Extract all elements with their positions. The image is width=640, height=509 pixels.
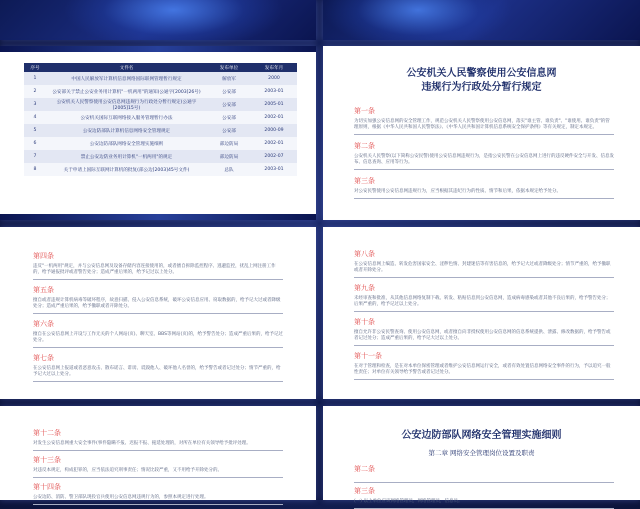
cell-title: 公安机关人民警察使用公安信息网违规行为行政处分暂行规定(公通字[2005]15号) — [46, 98, 207, 111]
slide-thumbnail-rules-4[interactable] — [0, 406, 316, 500]
article-block — [354, 351, 614, 380]
article-block — [354, 283, 614, 312]
cell-title: 公安边防部队网络安全管理实施细则 — [46, 137, 207, 150]
article-text: (一) 以上单位应该网络管理员，网络管理员，信息员。 — [354, 499, 614, 509]
article-block — [33, 455, 283, 478]
table-header-row — [24, 63, 297, 72]
cell-issuer: 总队 — [207, 163, 251, 176]
article-heading: 第三条 — [354, 177, 375, 185]
article-text: 为切实加强公安信息网的安全管理工作，规范公安机关人民警察使用公安信息网，落实"谁主管、谁负责"、"谁使用、谁负责"的管理原则，根据《中华人民共和国人民警察法》、《中华人民共和国计算机信息系统安全保护条例》等有关规定，制定本规定。 — [354, 119, 614, 135]
slide-top-stripe — [0, 46, 316, 52]
rules-text-area — [354, 464, 614, 509]
article-heading: 第五条 — [33, 286, 54, 294]
article-block — [33, 353, 283, 382]
globe-decoration — [63, 0, 284, 50]
article-block — [33, 319, 283, 348]
rules-text-area — [354, 106, 614, 199]
slide-title-line1: 公安机关人民警察使用公安信息网 — [406, 68, 557, 79]
cell-index: 4 — [24, 111, 46, 124]
article-heading: 第十二条 — [33, 429, 61, 437]
slide-thumbnail-cover-2[interactable] — [323, 0, 640, 40]
article-block — [33, 285, 283, 314]
cell-index: 3 — [24, 98, 46, 111]
article-block — [354, 176, 614, 199]
slide-thumbnail-rules-2[interactable] — [0, 227, 316, 399]
article-text: 在公安信息网上报道或者恶意攻击、散布谣言、诽谤、诋毁他人、破坏他人名誉的，给予警告或者记过处分；情节严重的，给予记大过以上处分。 — [33, 366, 283, 382]
regulations-table — [24, 63, 297, 176]
article-heading: 第八条 — [354, 250, 375, 258]
article-block — [354, 106, 614, 135]
article-block — [354, 141, 614, 170]
article-heading: 第九条 — [354, 284, 375, 292]
table-row — [24, 163, 297, 176]
table-row — [24, 85, 297, 98]
article-block — [33, 482, 283, 505]
slide-title: 公安边防部队网络安全管理实施细则 — [401, 430, 562, 441]
article-text: 在对于管理和检查，是在对本单位保密管理或者维护公安信息网运行安全，或者有效处置信息网络安全事件的行为，予以追究一般性责任；对单位有关领导给予警告或者记过处分。 — [354, 364, 614, 380]
article-block — [354, 317, 614, 346]
article-text: 公安机关人民警察(以下简称公安民警)使用公安信息网违规行为，是指公安民警在公安信息网上进行的违反硬件安全与开发、信息发布、信息查询、应用等行为。 — [354, 154, 614, 170]
article-text: 对违反本规定，构成犯罪的，应当依法追究刑事责任；情况比较严重，又不用给予开除处分的。 — [33, 468, 283, 478]
column-header: 文件名 — [46, 63, 207, 72]
cell-date: 2003-01 — [251, 163, 297, 176]
article-heading: 第六条 — [33, 320, 54, 328]
cell-title: 中国人民解放军计算机信息网络国际联网管理暂行规定 — [46, 72, 207, 85]
article-text: 公安边防、消防、警卫部队现役官兵使用公安信息网违规行为的，参照本规定进行处理。 — [33, 495, 283, 505]
cell-index: 8 — [24, 163, 46, 176]
slide-thumbnail-rules-1[interactable] — [323, 46, 640, 220]
article-text — [354, 477, 614, 483]
article-heading: 第十一条 — [354, 352, 382, 360]
cell-date: 2002-01 — [251, 111, 297, 124]
article-heading: 第三条 — [354, 487, 375, 495]
cell-issuer: 公安部 — [207, 111, 251, 124]
cell-index: 6 — [24, 137, 46, 150]
cell-index: 1 — [24, 72, 46, 85]
rules-text-area — [33, 428, 283, 505]
article-heading: 第四条 — [33, 252, 54, 260]
article-text: 在公安信息网上编造、转发危害国家安全、淫秽色情、封建迷信等有害信息的，给予记大过或者降级处分；情节严重的，给予撤职或者开除处分。 — [354, 262, 614, 278]
article-heading: 第十条 — [354, 318, 375, 326]
cell-index: 5 — [24, 124, 46, 137]
cell-title: 公安边防部队计算机信息网络安全管理规定 — [46, 124, 207, 137]
cell-issuer: 公安部 — [207, 98, 251, 111]
article-block — [354, 486, 614, 509]
table-row — [24, 72, 297, 85]
cell-index: 2 — [24, 85, 46, 98]
cell-date: 2000-09 — [251, 124, 297, 137]
article-block — [33, 251, 283, 280]
slide-title-line2: 违规行为行政处分暂行规定 — [421, 82, 542, 93]
table-row — [24, 98, 297, 111]
rules-text-area — [354, 249, 614, 380]
article-text: 对发生公安信息网重大安全事件(事件隐瞒不报、迟报不报、拖延处理的，对所在单位有关领导给予批评处理。 — [33, 441, 283, 451]
cell-date: 2003-01 — [251, 85, 297, 98]
article-heading: 第二条 — [354, 465, 375, 473]
article-block — [354, 464, 614, 483]
article-heading: 第十四条 — [33, 483, 61, 491]
slide-thumbnail-rules-3[interactable] — [323, 227, 640, 399]
table-row — [24, 124, 297, 137]
cell-issuer: 部边防局 — [207, 137, 251, 150]
cell-issuer: 部边防局 — [207, 150, 251, 163]
article-text: 擅自或者违规计算机病毒等破坏程序，故意扫描、侵入公安信息系统，破坏公安信息应用、窃取数据的，给予记大过或者降级处分；造成严重后果的，给予撤职或者开除处分。 — [33, 298, 283, 314]
cell-title: 关于申请上国际互联网计算机的批复(部公边[2003]45号文件) — [46, 163, 207, 176]
slide-bottom-stripe — [0, 214, 316, 220]
article-heading: 第一条 — [354, 107, 375, 115]
column-header: 发布年月 — [251, 63, 297, 72]
cell-issuer: 解放军 — [207, 72, 251, 85]
rules-text-area — [33, 251, 283, 382]
chapter-heading: 第二章 网络安全管理岗位设置及职责 — [428, 449, 535, 457]
globe-decoration — [323, 0, 513, 50]
table-row — [24, 150, 297, 163]
cell-date: 2002-01 — [251, 137, 297, 150]
cell-date: 2002-07 — [251, 150, 297, 163]
article-block — [354, 249, 614, 278]
column-header: 序号 — [24, 63, 46, 72]
column-header: 发布单位 — [207, 63, 251, 72]
article-text: 违反"一机两用"规定，并与公安信息网及设备存储内容连接使用的，或者擅自拆除监控程序、逃避监控，扰乱上网注册工作的，给予通报批评或者警告处分；造成严重后果的，给予记过以上处分。 — [33, 264, 283, 280]
cell-date: 2005-01 — [251, 98, 297, 111]
article-heading: 第七条 — [33, 354, 54, 362]
article-text: 擅自允许非公安民警查询、使用公安信息网，或者擅自向非授权使用公安信息网的信息系统提供、泄露、修改数据的，给予警告或者记过处分；造成严重后果的，给予记大过以上处分。 — [354, 330, 614, 346]
cell-issuer: 公安部 — [207, 124, 251, 137]
article-heading: 第二条 — [354, 142, 375, 150]
table-row — [24, 111, 297, 124]
cell-issuer: 公安部 — [207, 85, 251, 98]
article-text: 擅自在公安信息网上开设与工作无关的个人网站(页)、聊天室、BBS等网站(页)的，给予警告处分；造成严重后果的，给予记过处分。 — [33, 332, 283, 348]
article-block — [33, 428, 283, 451]
slide-thumbnail-cover[interactable] — [0, 0, 316, 40]
article-text: 未经审查和批准，从其他信息网络复制下载、转发、粘贴信息到公安信息网，造成病毒感染或者其他不良后果的，给予警告处分；后果严重的，给予记过以上处分。 — [354, 296, 614, 312]
cell-title: 公安机关国际互联网络接入服务管理暂行办法 — [46, 111, 207, 124]
cell-index: 7 — [24, 150, 46, 163]
article-heading: 第十三条 — [33, 456, 61, 464]
cell-title: 禁止公安边防业务用计算机"一机两用"的规定 — [46, 150, 207, 163]
article-text: 对公安民警使用公安信息网违规行为，应当根据其违纪行为的性质、情节和后果，依据本规定给予处分。 — [354, 189, 614, 199]
slide-thumbnail-rules-5[interactable] — [323, 406, 640, 504]
table-row — [24, 137, 297, 150]
cell-title: 公安部关于禁止公安业务用计算机"一机两用"的通知(公通字[2003]26号) — [46, 85, 207, 98]
cell-date: 2000 — [251, 72, 297, 85]
